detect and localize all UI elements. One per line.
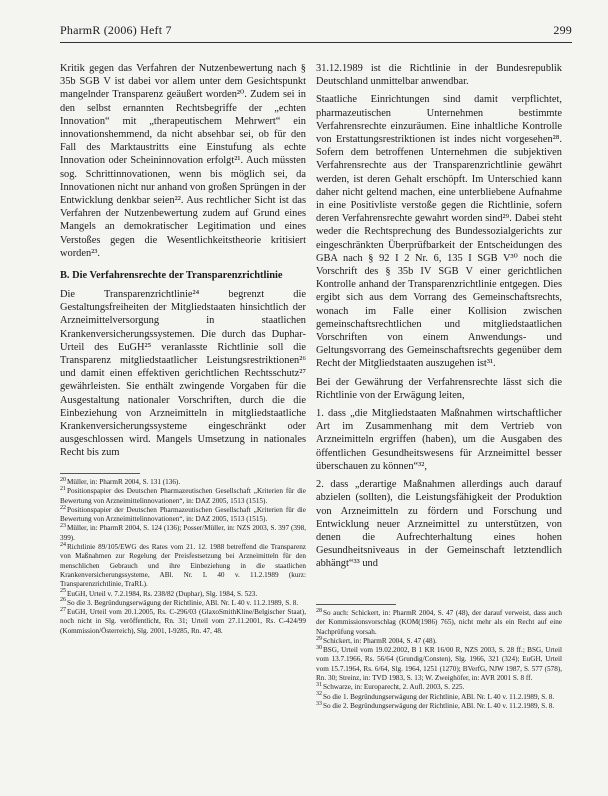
footnote-text: Positionspapier der Deutschen Pharmazeutischen Gesellschaft „Kriterien für die Bewertung von Arzneimittelinnovationen“, in: DAZ 2005, 1513 (1515). [60, 505, 306, 524]
footnote-number: 28 [316, 607, 322, 614]
footnote [60, 599, 306, 608]
footnote-text: EuGH, Urteil vom 20.1.2005, Rs. C-296/03 (GlaxoSmithKline/Belgischer Staat), noch nicht in Slg. veröffentlicht, Rn. 31; Urteil vom 27.11.2001, Rs. C-424/99 (Kommission/Österreich), Slg. 2001, I-9285, Rn. 47, 48. [60, 608, 306, 635]
footnote-text: EuGH, Urteil v. 7.2.1984, Rs. 238/82 (Duphar), Slg. 1984, S. 523. [67, 589, 258, 598]
right-column [316, 62, 562, 576]
footnote-text: So die 2. Begründungserwägung der Richtlinie, ABl. Nr. L 40 v. 11.2.1989, S. 8. [323, 701, 555, 710]
footnote-number: 20 [60, 476, 66, 483]
footnote [60, 524, 306, 543]
list-item: 2. dass „derartige Maßnahmen allerdings auch darauf abzielen (sollten), die Leistungsfähigkeit der Produktion von Arzneimitteln zu fördern und Forschung und Entwicklung neuer Arzneimittel zu unterstützen, von denen die Aufrechterhaltung eines hohen Gesundheitsniveaus in der Gemeinschaft letztendlich abhängt“³³ und [316, 479, 562, 570]
footnote [60, 478, 306, 487]
footnote-text: So die 3. Begründungserwägung der Richtlinie, ABl. Nr. L 40 v. 11.2.1989, S. 8. [67, 598, 299, 607]
section-heading: B. Die Verfahrensrechte der Transparenzrichtlinie [60, 270, 283, 282]
footnote [316, 702, 562, 711]
running-header [60, 23, 572, 39]
page-number: 299 [553, 23, 572, 37]
right-footnotes [316, 598, 562, 711]
footnote [60, 608, 306, 636]
paragraph: Die Transparenzrichtlinie²⁴ begrenzt die Gestaltungsfreiheiten der Mitgliedstaaten hinsichtlich der Arzneimittelversorgung in staatlichen Krankenversicherungssystemen. Die durch das Duphar-Urteil des EuGH²⁵ veranlasste Richtlinie soll die Transparenz mitgliedstaatlicher Leistungsrestriktionen²⁶ und damit einen effektiven gerichtlichen Rechtsschutz²⁷ gewährleisten. Sie enthält zwingende Vorgaben für die Ausgestaltung nationaler Vorschriften, durch die die Einbeziehung von Arzneimitteln in mitgliedstaatliche Krankenversicherungssysteme eingeschränkt oder ausgeschlossen wird. Mangels Umsetzung in nationales Recht bis zum [60, 289, 306, 459]
footnote-text: Müller, in: PharmR 2004, S. 124 (136); Posser/Müller, in: NZS 2003, S. 397 (398, 399). [60, 524, 306, 542]
footnote [60, 590, 306, 599]
paragraph: Staatliche Einrichtungen sind damit verpflichtet, pharmazeutischen Unternehmen bestimmte Verfahrensrechte einzuräumen. Eine inhaltliche Kontrolle von Erstattungsrestriktionen ist indes nicht vorgesehen²⁸. Sofern dem betroffenen Unternehmen die subjektiven Verfahrensrechte aus der Transparenzrichtlinie gewährt werden, ist deren Gehalt erschöpft. Im Unterschied kann daher nicht geltend machen, eine unterbliebene Aufnahme in eine Positivliste verstoße gegen die Richtlinie, sofern deren Verfahrensrechte gewahrt worden sind²⁹. Dabei steht weder die Rechtsprechung des Bundessozialgerichts zur eingeschränkten Überprüfbarkeit der Entscheidungen des GBA nach § 92 I 2 Nr. 6, 135 I SGB V³⁰ noch die Vorschrift des § 35b IV SGB V einer gerichtlichen Kontrolle anhand der Transparenzrichtlinie entgegen. Dies ergibt sich aus dem Vorrang des Gemeinschaftsrechts, wonach im Falle einer Kollision zwischen gemeinschaftsrechtlichen und mitgliedstaatlichen Vorschriften von einem Anwendungs- und Geltungsvorrang des Gemeinschaftsrechts gegenüber dem Recht der Mitgliedstaaten auszugehen ist³¹. [316, 94, 562, 370]
footnote-text: So die 1. Begründungserwägung der Richtlinie, ABl. Nr. L 40 v. 11.2.1989, S. 8. [323, 692, 555, 701]
footnote-text: BSG, Urteil vom 19.02.2002, B 1 KR 16/00 R, NZS 2003, S. 28 ff.; BSG, Urteil vom 13.7.1966, Rs. 56/64 (Grundig/Consten), Slg. 1966, 321 (324); EuGH, Urteil vom 15.7.1964, Rs. 6/64, Slg. 1964, 1251 (1270); BVerfG, NJW 1987, S. 577 (578), Rn. 30; Streinz, in: TVD 1983, S. 13; W. Zweighöfer, in: AVR 2001 S. 8 ff. [316, 646, 562, 683]
footnote-rule [60, 473, 140, 474]
footnote-rule [316, 604, 396, 605]
footnote [60, 487, 306, 506]
paragraph: Kritik gegen das Verfahren der Nutzenbewertung nach § 35b SGB V ist dabei vor allem unter dem Gesichtspunkt mangelnder Transparenz geäußert worden²⁰. Zudem sei in den selbst ernannten Rechtsbegriffe der „echten Innovation“ mit „therapeutischem Mehrwert“ ein innovationshemmend, da nicht absehbar sei, ob für den Fall des Marktaustritts eine Einstufung als echte Innovation oder Scheininnovation erfolgt²¹. Auch müssten sog. Schrittinnovationen, wenn bis möglich sei, da Innovationen nicht nur anhand von großen Sprüngen in der Entwicklung denkbar seien²². Aus rechtlicher Sicht ist das Verfahren der Nutzenbewertung zudem auf Grund eines Mangels an demokratischer Legitimation und eines Verstoßes gegen die Wesentlichkeitstheorie kritisiert worden²³. [60, 63, 306, 259]
footnote-number: 27 [60, 606, 66, 613]
footnote-text: Schickert, in: PharmR 2004, S. 47 (48). [323, 636, 437, 645]
footnote-text: So auch: Schickert, in: PharmR 2004, S. 47 (48), der darauf verweist, dass auch der Kommissionsvorschlag (KOM(1986) 765), nicht mehr als ein Recht auf eine Nachprüfung vorsah. [316, 609, 562, 636]
footnote [316, 693, 562, 702]
footnote [316, 683, 562, 692]
footnote-number: 26 [60, 597, 66, 604]
footnote-text: Positionspapier des Deutschen Pharmazeutischen Gesellschaft „Kriterien für die Bewertung von Arzneimittelinnovationen“, in: DAZ 2005, 1513 (1515). [60, 487, 306, 505]
journal-title: PharmR (2006) Heft 7 [60, 23, 172, 37]
footnote-number: 24 [60, 541, 66, 548]
footnote-text: Müller, in: PharmR 2004, S. 131 (136). [67, 478, 181, 486]
footnote [316, 609, 562, 637]
header-rule [60, 42, 572, 43]
paragraph: Bei der Gewährung der Verfahrensrechte lässt sich die Richtlinie von der Erwägung leiten, [316, 376, 562, 401]
footnote-number: 21 [60, 485, 66, 492]
footnote [316, 646, 562, 683]
footnote-number: 22 [60, 504, 66, 511]
footnote-number: 23 [60, 523, 66, 530]
paragraph: 31.12.1989 ist die Richtlinie in der Bundesrepublik Deutschland unmittelbar anwendbar. [316, 63, 562, 88]
list-item: 1. dass „die Mitgliedstaaten Maßnahmen wirtschaftlicher Art im Zusammenhang mit dem Vertrieb von Arzneimitteln ergriffen (haben), um die Ausgaben des öffentlichen Gesundheitswesens für Arzneimittel besser überschauen zu können“³², [316, 408, 562, 472]
footnote-text: Richtlinie 89/105/EWG des Rates vom 21. 12. 1988 betreffend die Transparenz von Maßnahmen zur Regelung der Preisfestsetzung bei Arzneimitteln für den menschlichen Gebrauch und ihre Einbeziehung in die staatlichen Krankenversicherungssysteme, ABl. Nr. L 40 v. 11.2.1989 (kurz: Transparenzrichtlinie, TraRL). [60, 543, 306, 589]
footnote-number: 33 [316, 700, 322, 707]
footnote-text: Schwarze, in: Europarecht, 2. Aufl. 2003, S. 225. [323, 683, 465, 692]
footnote-number: 31 [316, 681, 322, 688]
footnote-number: 30 [316, 644, 322, 651]
left-footnotes [60, 467, 306, 636]
footnote [60, 506, 306, 525]
footnote [316, 637, 562, 646]
left-column [60, 62, 306, 465]
footnote-number: 25 [60, 588, 66, 595]
footnote [60, 543, 306, 589]
footnote-number: 29 [316, 635, 322, 642]
footnote-number: 32 [316, 691, 322, 698]
